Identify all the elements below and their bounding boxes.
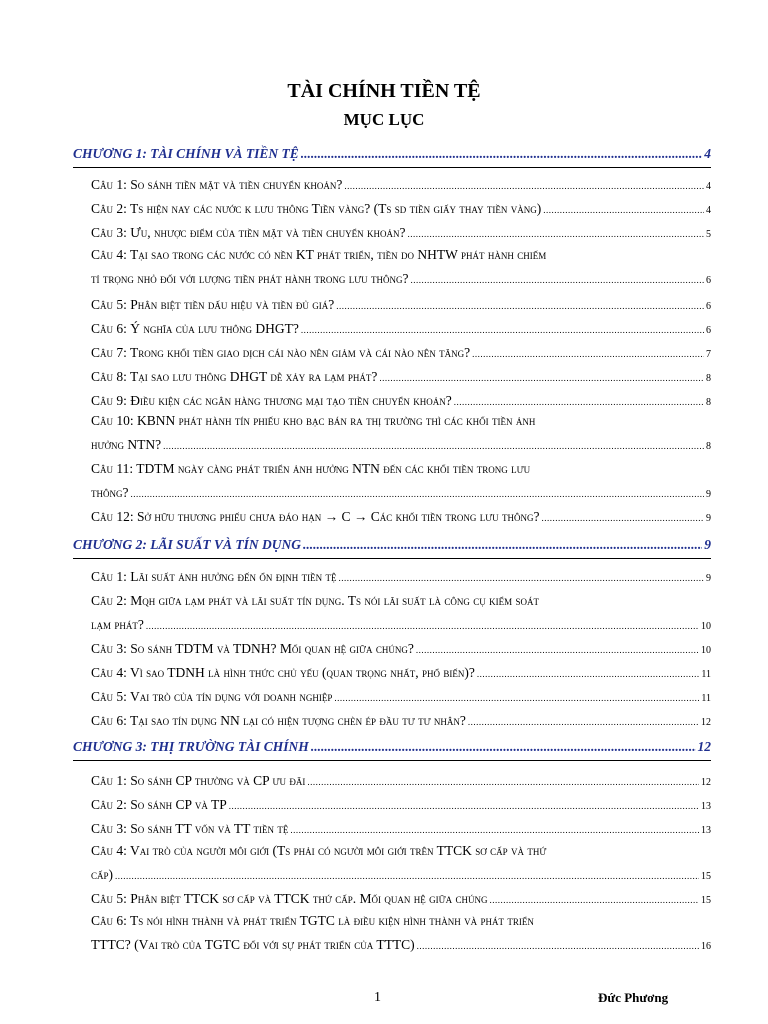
entry-text-line1: Câu 2: Mqh giữa lạm phát và lãi suất tín dụng. Ts nói lãi suất là công cụ kiểm soát xyxy=(91,593,539,608)
entry-text: Câu 5: Phân biệt TTCK sơ cấp và TTCK thứ cấp. Mối quan hệ giữa chúng xyxy=(91,891,488,906)
entry-text: Câu 1: Lãi suất ảnh hưởng đến ổn định tiền tệ xyxy=(91,569,337,584)
toc-entry[interactable] xyxy=(73,176,711,196)
entry-page: 10 xyxy=(701,645,711,656)
dot-leader xyxy=(468,713,699,731)
footer-author: Đức Phương xyxy=(598,990,669,1005)
entry-page: 4 xyxy=(706,181,711,192)
entry-page: 13 xyxy=(701,801,711,812)
entry-page: 13 xyxy=(701,825,711,836)
entry-page: 8 xyxy=(706,441,711,452)
toc-entry[interactable] xyxy=(73,460,711,504)
entry-page: 15 xyxy=(701,871,711,882)
dot-leader xyxy=(472,345,704,363)
toc-entry[interactable] xyxy=(73,508,711,528)
toc-entry[interactable] xyxy=(73,296,711,316)
entry-text-line1: Câu 4: Vai trò của người môi giới (Ts phải có người môi giới trên TTCK sơ cấp và thứ xyxy=(91,843,547,858)
dot-leader xyxy=(229,797,699,815)
entry-page: 8 xyxy=(706,373,711,384)
entry-page: 9 xyxy=(706,489,711,500)
entry-text: Câu 3: So sánh TDTM và TDNH? Mối quan hệ giữa chúng? xyxy=(91,641,414,656)
dot-leader xyxy=(417,937,699,955)
dot-leader xyxy=(542,509,704,527)
entry-text: Câu 1: So sánh tiền mặt và tiền chuyển khoản? xyxy=(91,177,343,192)
entry-text: Câu 5: Phân biệt tiền dấu hiệu và tiền đủ giá? xyxy=(91,297,335,312)
dot-leader xyxy=(344,177,704,195)
entry-text: Câu 5: Vai trò của tín dụng với doanh nghiệp xyxy=(91,689,333,704)
dot-leader xyxy=(163,437,704,455)
toc-chapter[interactable] xyxy=(73,738,711,756)
toc-chapter[interactable] xyxy=(73,145,711,163)
toc-entry[interactable] xyxy=(73,246,711,290)
toc-chapter[interactable] xyxy=(73,536,711,554)
toc-entry[interactable] xyxy=(73,392,711,412)
entry-text: Câu 3: Ưu, nhược điểm của tiền mặt và tiền chuyển khoản? xyxy=(91,225,406,240)
entry-page: 15 xyxy=(701,895,711,906)
entry-text-line1: Câu 6: Ts nói hình thành và phát triển TGTC là điều kiện hình thành và phát triển xyxy=(91,913,534,928)
entry-page: 9 xyxy=(706,513,711,524)
toc-entry[interactable] xyxy=(73,320,711,340)
entry-text: Câu 9: Điều kiện các ngân hàng thương mại tạo tiền chuyển khoản? xyxy=(91,393,452,408)
toc-entry[interactable] xyxy=(73,640,711,660)
chapter-underline xyxy=(73,167,711,168)
toc-entry[interactable] xyxy=(73,568,711,588)
entry-text-line2: lạm phát? xyxy=(91,617,144,632)
entry-text: Câu 7: Trong khối tiền giao dịch cái nào nên giảm và cái nào nên tăng? xyxy=(91,345,471,360)
entry-page: 10 xyxy=(701,621,711,632)
entry-page: 11 xyxy=(701,669,711,680)
toc-entry[interactable] xyxy=(73,842,711,886)
entry-text: Câu 3: So sánh TT vốn và TT tiền tệ xyxy=(91,821,289,836)
entry-text-line1: Câu 10: KBNN phát hành tín phiếu kho bạc bán ra thị trường thì các khối tiền ảnh xyxy=(91,413,536,428)
entry-page: 12 xyxy=(701,777,711,788)
toc-entry[interactable] xyxy=(73,368,711,388)
dot-leader xyxy=(490,891,700,909)
dot-leader xyxy=(115,867,699,885)
dot-leader xyxy=(411,271,704,289)
entry-text: Câu 1: So sánh CP thường và CP ưu đãi xyxy=(91,773,306,788)
footer-page-number: 1 xyxy=(374,990,381,1005)
entry-page: 16 xyxy=(701,941,711,952)
toc-entry[interactable] xyxy=(73,224,711,244)
chapter-underline xyxy=(73,760,711,761)
toc-entry[interactable] xyxy=(73,688,711,708)
dot-leader xyxy=(407,225,704,243)
dot-leader xyxy=(146,617,699,635)
entry-page: 6 xyxy=(706,275,711,286)
entry-text: Câu 8: Tại sao lưu thông DHGT dễ xảy ra lạm phát? xyxy=(91,369,378,384)
toc-entry[interactable] xyxy=(73,712,711,732)
entry-page: 11 xyxy=(701,693,711,704)
dot-leader xyxy=(336,297,704,315)
entry-text-line2: thông? xyxy=(91,485,129,500)
entry-page: 12 xyxy=(701,717,711,728)
chapter-page: 9 xyxy=(704,537,711,552)
toc-entry[interactable] xyxy=(73,890,711,910)
toc-entry[interactable] xyxy=(73,200,711,220)
dot-leader xyxy=(301,145,703,163)
entry-page: 6 xyxy=(706,325,711,336)
dot-leader xyxy=(311,738,696,756)
dot-leader xyxy=(379,369,704,387)
dot-leader xyxy=(307,773,699,791)
entry-text: Câu 4: Vì sao TDNH là hình thức chủ yếu (quan trọng nhất, phổ biến)? xyxy=(91,665,475,680)
entry-page: 4 xyxy=(706,205,711,216)
toc-entry[interactable] xyxy=(73,820,711,840)
toc-entry[interactable] xyxy=(73,592,711,636)
dot-leader xyxy=(477,665,700,683)
entry-text-line2: tỉ trọng nhỏ đối với lượng tiền phát hành trong lưu thông? xyxy=(91,271,409,286)
dot-leader xyxy=(543,201,704,219)
dot-leader xyxy=(334,689,699,707)
entry-page: 5 xyxy=(706,229,711,240)
toc-entry[interactable] xyxy=(73,772,711,792)
chapter-title: CHƯƠNG 3: THỊ TRƯỜNG TÀI CHÍNH xyxy=(73,739,309,754)
chapter-page: 12 xyxy=(697,739,711,754)
chapter-title: CHƯƠNG 1: TÀI CHÍNH VÀ TIỀN TỆ xyxy=(73,146,299,161)
chapter-underline xyxy=(73,558,711,559)
chapter-title: CHƯƠNG 2: LÃI SUẤT VÀ TÍN DỤNG xyxy=(73,537,301,552)
dot-leader xyxy=(338,569,704,587)
entry-text: Câu 12: Sở hữu thương phiếu chưa đáo hạn → C → Các khối tiền trong lưu thông? xyxy=(91,509,540,524)
entry-text: Câu 6: Tại sao tín dụng NN lại có hiện tượng chèn ép đầu tư tư nhân? xyxy=(91,713,466,728)
dot-leader xyxy=(454,393,704,411)
entry-text: Câu 2: So sánh CP và TP xyxy=(91,797,227,812)
entry-text-line2: hưởng NTN? xyxy=(91,437,162,452)
entry-text-line1: Câu 4: Tại sao trong các nước có nền KT phát triển, tiền do NHTW phát hành chiếm xyxy=(91,247,547,262)
document-title: TÀI CHÍNH TIỀN TỆ xyxy=(287,80,481,102)
entry-text-line2: TTTC? (Vai trò của TGTC đối với sự phát triển của TTTC) xyxy=(91,937,415,952)
dot-leader xyxy=(303,536,702,554)
entry-text-line2: cấp) xyxy=(91,867,114,882)
toc-entry[interactable] xyxy=(73,412,711,456)
dot-leader xyxy=(290,821,699,839)
entry-text: Câu 2: Ts hiện nay các nước k lưu thông Tiền vàng? (Ts sd tiền giấy thay tiền vàng) xyxy=(91,201,542,216)
entry-page: 7 xyxy=(706,349,711,360)
toc-entry[interactable] xyxy=(73,344,711,364)
entry-page: 6 xyxy=(706,301,711,312)
toc-entry[interactable] xyxy=(73,912,711,956)
dot-leader xyxy=(131,485,705,503)
dot-leader xyxy=(301,321,704,339)
chapter-page: 4 xyxy=(704,146,711,161)
toc-entry[interactable] xyxy=(73,796,711,816)
entry-page: 8 xyxy=(706,397,711,408)
toc-entry[interactable] xyxy=(73,664,711,684)
toc-heading: MỤC LỤC xyxy=(343,110,425,129)
entry-page: 9 xyxy=(706,573,711,584)
entry-text: Câu 6: Ý nghĩa của lưu thông DHGT? xyxy=(91,321,299,336)
dot-leader xyxy=(416,641,699,659)
entry-text-line1: Câu 11: TDTM ngày càng phát triển ảnh hưởng NTN đến các khối tiền trong lưu xyxy=(91,461,531,476)
